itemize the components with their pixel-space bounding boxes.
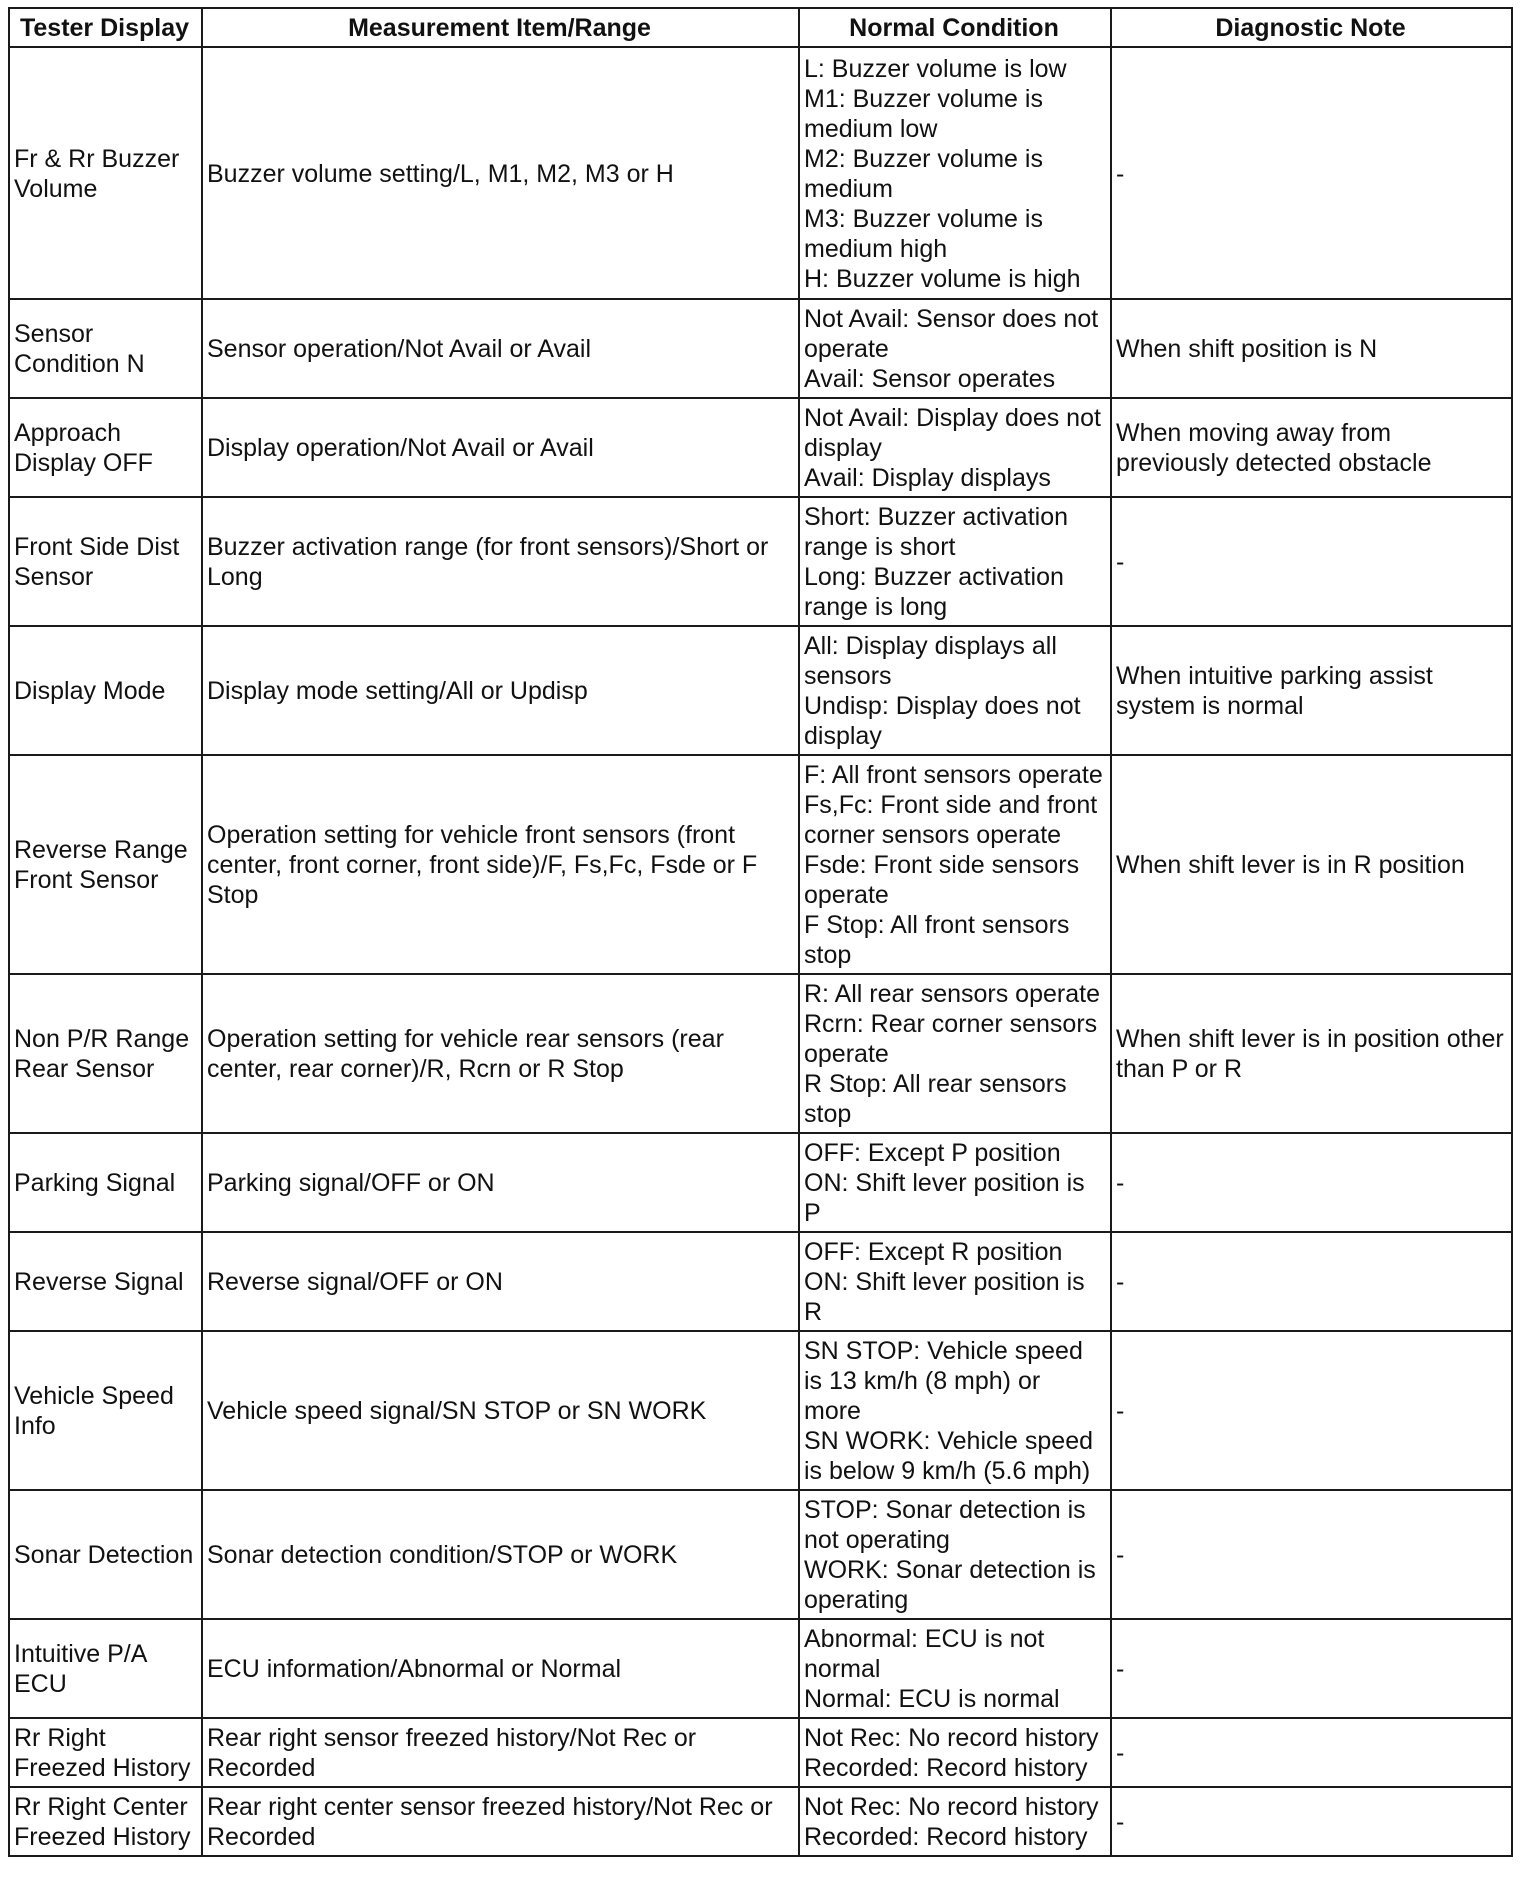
tester-display-cell: Reverse Signal (9, 1232, 202, 1331)
table-row (9, 398, 1512, 497)
normal-condition-line: Fsde: Front side sensors operate (804, 851, 1080, 909)
tester-display-cell: Rr Right Center Freezed History (9, 1787, 202, 1856)
normal-condition-line: Not Avail: Display does not display (804, 404, 1101, 462)
normal-condition-line: Not Avail: Sensor does not operate (804, 305, 1099, 363)
normal-condition-line: R Stop: All rear sensors stop (804, 1070, 1067, 1128)
normal-condition-line: OFF: Except P position (804, 1139, 1061, 1167)
normal-condition-line: H: Buzzer volume is high (804, 264, 1081, 293)
normal-condition-line: Recorded: Record history (804, 1823, 1088, 1851)
normal-condition-line: SN WORK: Vehicle speed is below 9 km/h (5.6 mph) (804, 1427, 1094, 1485)
header-normal-condition: Normal Condition (799, 8, 1111, 47)
diagnostic-note-cell: When moving away from previously detected obstacle (1111, 398, 1512, 497)
measurement-cell: Parking signal/OFF or ON (202, 1133, 799, 1232)
normal-condition-cell (799, 1718, 1111, 1787)
tester-display-cell: Front Side Dist Sensor (9, 497, 202, 626)
normal-condition-cell (799, 974, 1111, 1133)
normal-condition-line: M3: Buzzer volume is medium high (804, 204, 1043, 263)
header-tester-display: Tester Display (9, 8, 202, 47)
normal-condition-line: Avail: Sensor operates (804, 365, 1056, 393)
measurement-cell: Sonar detection condition/STOP or WORK (202, 1490, 799, 1619)
tester-display-cell: Fr & Rr Buzzer Volume (9, 47, 202, 299)
header-diagnostic-note: Diagnostic Note (1111, 8, 1512, 47)
tester-display-cell: Sensor Condition N (9, 299, 202, 398)
normal-condition-line: All: Display displays all sensors (804, 632, 1057, 690)
header-measurement-item: Measurement Item/Range (202, 8, 799, 47)
diagnostic-note-cell: When shift lever is in position other than P or R (1111, 974, 1512, 1133)
diagnostic-note-cell: When shift position is N (1111, 299, 1512, 398)
normal-condition-cell (799, 497, 1111, 626)
table-row (9, 1133, 1512, 1232)
normal-condition-line: ON: Shift lever position is P (804, 1169, 1085, 1227)
diagnostic-note-cell: When shift lever is in R position (1111, 755, 1512, 974)
normal-condition-cell (799, 626, 1111, 755)
table-row (9, 1232, 1512, 1331)
normal-condition-line: SN STOP: Vehicle speed is 13 km/h (8 mph) or more (804, 1337, 1083, 1425)
diagnostic-note-cell: - (1111, 1133, 1512, 1232)
table-row (9, 299, 1512, 398)
table-row (9, 1331, 1512, 1490)
tester-display-cell: Sonar Detection (9, 1490, 202, 1619)
diagnostic-note-cell: - (1111, 1490, 1512, 1619)
normal-condition-line: WORK: Sonar detection is operating (804, 1556, 1096, 1614)
normal-condition-line: Not Rec: No record history (804, 1724, 1099, 1752)
diagnostic-note-cell: - (1111, 1619, 1512, 1718)
diagnostic-note-cell: - (1111, 1718, 1512, 1787)
diagnostic-note-cell: - (1111, 1232, 1512, 1331)
normal-condition-line: M1: Buzzer volume is medium low (804, 84, 1043, 143)
normal-condition-line: F Stop: All front sensors stop (804, 911, 1070, 969)
table-row (9, 626, 1512, 755)
normal-condition-line: R: All rear sensors operate (804, 980, 1100, 1008)
measurement-cell: Buzzer activation range (for front sensors)/Short or Long (202, 497, 799, 626)
normal-condition-line: Rcrn: Rear corner sensors operate (804, 1010, 1098, 1068)
tester-display-cell: Approach Display OFF (9, 398, 202, 497)
measurement-cell: Reverse signal/OFF or ON (202, 1232, 799, 1331)
table-row (9, 1490, 1512, 1619)
normal-condition-cell (799, 755, 1111, 974)
table-row (9, 755, 1512, 974)
table-row (9, 974, 1512, 1133)
diagnostic-note-cell: When intuitive parking assist system is normal (1111, 626, 1512, 755)
diagnostic-note-cell: - (1111, 497, 1512, 626)
normal-condition-cell (799, 1232, 1111, 1331)
tester-display-cell: Display Mode (9, 626, 202, 755)
diagnostic-note-cell: - (1111, 1787, 1512, 1856)
table-row (9, 1718, 1512, 1787)
measurement-cell: Rear right center sensor freezed history/Not Rec or Recorded (202, 1787, 799, 1856)
measurement-cell: Vehicle speed signal/SN STOP or SN WORK (202, 1331, 799, 1490)
normal-condition-line: Recorded: Record history (804, 1754, 1088, 1782)
tester-display-cell: Vehicle Speed Info (9, 1331, 202, 1490)
normal-condition-cell (799, 1490, 1111, 1619)
measurement-cell: Operation setting for vehicle front sensors (front center, front corner, front side)/F, Fs,Fc, Fsde or F Stop (202, 755, 799, 974)
normal-condition-cell (799, 398, 1111, 497)
normal-condition-cell (799, 299, 1111, 398)
data-list-table (8, 7, 1513, 1857)
normal-condition-cell (799, 1133, 1111, 1232)
table-body (9, 47, 1512, 1856)
normal-condition-line: Undisp: Display does not display (804, 692, 1081, 750)
normal-condition-line: Not Rec: No record history (804, 1793, 1099, 1821)
normal-condition-line: Abnormal: ECU is not normal (804, 1625, 1045, 1683)
measurement-cell: Display operation/Not Avail or Avail (202, 398, 799, 497)
tester-display-cell: Intuitive P/A ECU (9, 1619, 202, 1718)
measurement-cell: Buzzer volume setting/L, M1, M2, M3 or H (202, 47, 799, 299)
normal-condition-line: Avail: Display displays (804, 464, 1051, 492)
table-row (9, 1619, 1512, 1718)
measurement-cell: Rear right sensor freezed history/Not Rec or Recorded (202, 1718, 799, 1787)
measurement-cell: Display mode setting/All or Updisp (202, 626, 799, 755)
normal-condition-line: Long: Buzzer activation range is long (804, 563, 1064, 621)
normal-condition-line: Fs,Fc: Front side and front corner sensors operate (804, 791, 1098, 849)
tester-display-cell: Parking Signal (9, 1133, 202, 1232)
table-header-row (9, 8, 1512, 47)
diagnostic-note-cell: - (1111, 1331, 1512, 1490)
table-row (9, 1787, 1512, 1856)
measurement-cell: Sensor operation/Not Avail or Avail (202, 299, 799, 398)
tester-display-cell: Rr Right Freezed History (9, 1718, 202, 1787)
normal-condition-cell (799, 1619, 1111, 1718)
measurement-cell: Operation setting for vehicle rear sensors (rear center, rear corner)/R, Rcrn or R Stop (202, 974, 799, 1133)
normal-condition-line: ON: Shift lever position is R (804, 1268, 1085, 1326)
tester-display-cell: Non P/R Range Rear Sensor (9, 974, 202, 1133)
measurement-cell: ECU information/Abnormal or Normal (202, 1619, 799, 1718)
normal-condition-line: Normal: ECU is normal (804, 1685, 1060, 1713)
normal-condition-line: OFF: Except R position (804, 1238, 1063, 1266)
table-row (9, 497, 1512, 626)
normal-condition-line: Short: Buzzer activation range is short (804, 503, 1069, 561)
tester-display-cell: Reverse Range Front Sensor (9, 755, 202, 974)
normal-condition-cell (799, 1331, 1111, 1490)
normal-condition-cell (799, 1787, 1111, 1856)
normal-condition-cell (799, 47, 1111, 299)
normal-condition-line: L: Buzzer volume is low (804, 54, 1067, 83)
normal-condition-line: STOP: Sonar detection is not operating (804, 1496, 1086, 1554)
table-row (9, 47, 1512, 299)
normal-condition-line: M2: Buzzer volume is medium (804, 144, 1043, 203)
normal-condition-line: F: All front sensors operate (804, 761, 1103, 789)
diagnostic-note-cell: - (1111, 47, 1512, 299)
